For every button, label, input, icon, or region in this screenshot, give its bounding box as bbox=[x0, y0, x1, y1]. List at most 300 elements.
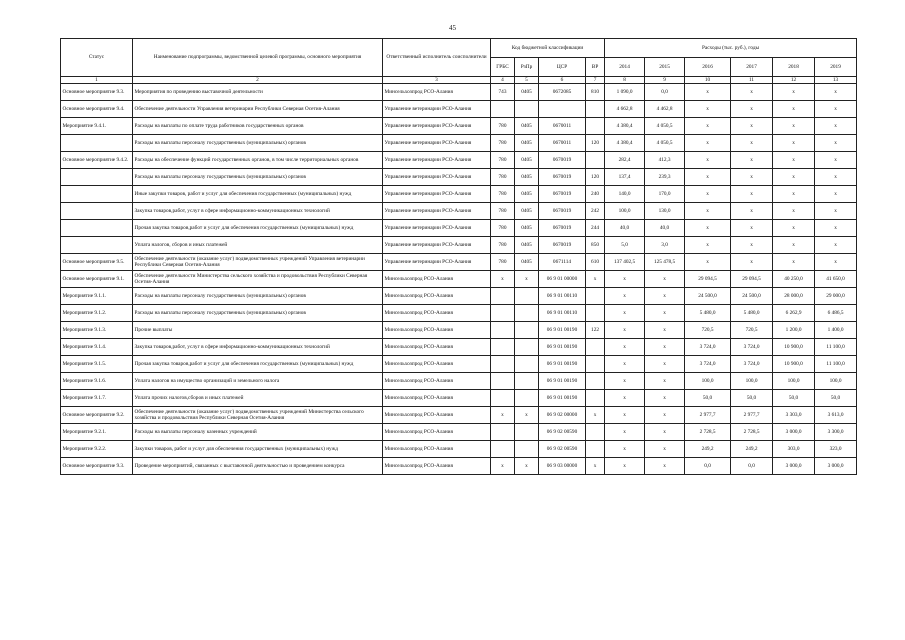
table-row bbox=[61, 288, 857, 305]
column-number: 8 bbox=[605, 77, 645, 84]
row-value-2018: 100,0 bbox=[773, 373, 815, 390]
row-code-vr bbox=[586, 305, 605, 322]
row-code-vr bbox=[586, 101, 605, 118]
row-value-2014: 5,0 bbox=[605, 237, 645, 254]
row-status bbox=[61, 135, 133, 152]
row-executor: Минсельхозпрод РСО-Алания bbox=[383, 356, 491, 373]
row-code-csr: 06 9 02 00590 bbox=[539, 441, 586, 458]
row-value-2014: 1 090,0 bbox=[605, 84, 645, 101]
row-value-2019: х bbox=[815, 169, 857, 186]
row-code-vr: 610 bbox=[586, 254, 605, 271]
table-row bbox=[61, 322, 857, 339]
header-year-2014: 2014 bbox=[605, 58, 645, 77]
row-value-2015: 130,0 bbox=[645, 203, 685, 220]
row-code-csr: 0670011 bbox=[539, 118, 586, 135]
row-code-csr: 0671114 bbox=[539, 254, 586, 271]
row-status bbox=[61, 237, 133, 254]
row-value-2015: х bbox=[645, 441, 685, 458]
row-name: Закупка товаров,работ, услуг в сфере информационно-коммуникационных технологий bbox=[133, 339, 383, 356]
row-value-2016: 5 480,0 bbox=[685, 305, 731, 322]
row-value-2014: х bbox=[605, 458, 645, 475]
row-status: Мероприятие 9.1.5. bbox=[61, 356, 133, 373]
row-executor: Минсельхозпрод РСО-Алания bbox=[383, 305, 491, 322]
row-value-2019: х bbox=[815, 254, 857, 271]
row-value-2016: х bbox=[685, 101, 731, 118]
row-value-2015: х bbox=[645, 458, 685, 475]
table-row bbox=[61, 373, 857, 390]
row-name: Закупка товаров,работ, услуг в сфере информационно-коммуникационных технологий bbox=[133, 203, 383, 220]
row-code-grbs: 780 bbox=[491, 237, 515, 254]
row-value-2015: х bbox=[645, 322, 685, 339]
row-status: Мероприятие 9.4.1. bbox=[61, 118, 133, 135]
row-value-2015: 3,0 bbox=[645, 237, 685, 254]
row-name: Обеспечение деятельности (оказание услуг) подведомственных учреждений Министерства сельского хозяйства и продовольствия Республики Северная Осетия-Алания bbox=[133, 407, 383, 424]
row-value-2016: х bbox=[685, 237, 731, 254]
row-value-2016: х bbox=[685, 254, 731, 271]
table-row bbox=[61, 305, 857, 322]
row-executor: Минсельхозпрод РСО-Алания bbox=[383, 458, 491, 475]
row-value-2017: 2 977,7 bbox=[731, 407, 773, 424]
row-code-rzpr: 0405 bbox=[515, 203, 539, 220]
row-value-2014: х bbox=[605, 407, 645, 424]
row-value-2015: х bbox=[645, 356, 685, 373]
row-code-csr: 06 9 01 00190 bbox=[539, 373, 586, 390]
row-value-2019: 11 100,0 bbox=[815, 356, 857, 373]
row-value-2016: 29 094,5 bbox=[685, 271, 731, 288]
row-status bbox=[61, 203, 133, 220]
row-status: Основное мероприятие 9.1. bbox=[61, 271, 133, 288]
row-name: Иные закупки товаров, работ и услуг для обеспечения государственных (муниципальных) нужд bbox=[133, 186, 383, 203]
page-number: 45 bbox=[449, 24, 456, 32]
table-row bbox=[61, 203, 857, 220]
row-value-2015: 0,0 bbox=[645, 84, 685, 101]
column-number: 11 bbox=[731, 77, 773, 84]
row-code-rzpr bbox=[515, 424, 539, 441]
header-year-2016: 2016 bbox=[685, 58, 731, 77]
row-code-rzpr: х bbox=[515, 271, 539, 288]
row-value-2017: 0,0 bbox=[731, 458, 773, 475]
row-value-2016: 249,2 bbox=[685, 441, 731, 458]
row-code-grbs: 780 bbox=[491, 254, 515, 271]
row-value-2018: 10 900,0 bbox=[773, 339, 815, 356]
row-executor: Минсельхозпрод РСО-Алания bbox=[383, 84, 491, 101]
table-row bbox=[61, 407, 857, 424]
row-code-rzpr: 0405 bbox=[515, 220, 539, 237]
row-value-2016: х bbox=[685, 152, 731, 169]
header-year-2018: 2018 bbox=[773, 58, 815, 77]
row-executor: Минсельхозпрод РСО-Алания bbox=[383, 339, 491, 356]
row-value-2019: х bbox=[815, 237, 857, 254]
row-value-2015: 4 050,5 bbox=[645, 118, 685, 135]
row-value-2014: 137 402,5 bbox=[605, 254, 645, 271]
column-number: 12 bbox=[773, 77, 815, 84]
row-name: Проведение мероприятий, связанных с выставочной деятельностью и проведением конкурса bbox=[133, 458, 383, 475]
row-code-vr bbox=[586, 152, 605, 169]
row-code-csr: 0672085 bbox=[539, 84, 586, 101]
row-status: Основное мероприятие 9.4. bbox=[61, 101, 133, 118]
row-executor: Управление ветеринарии РСО-Алания bbox=[383, 203, 491, 220]
row-value-2018: 6 262,9 bbox=[773, 305, 815, 322]
row-status: Мероприятие 9.2.1. bbox=[61, 424, 133, 441]
row-code-rzpr bbox=[515, 288, 539, 305]
row-value-2017: 249,2 bbox=[731, 441, 773, 458]
row-code-csr bbox=[539, 101, 586, 118]
column-number: 9 bbox=[645, 77, 685, 84]
row-status bbox=[61, 169, 133, 186]
row-status: Основное мероприятие 9.3. bbox=[61, 458, 133, 475]
row-executor: Минсельхозпрод РСО-Алания bbox=[383, 288, 491, 305]
row-value-2019: х bbox=[815, 135, 857, 152]
row-value-2015: х bbox=[645, 305, 685, 322]
row-value-2017: х bbox=[731, 220, 773, 237]
row-code-vr: 242 bbox=[586, 203, 605, 220]
column-number: 3 bbox=[383, 77, 491, 84]
row-value-2016: х bbox=[685, 84, 731, 101]
row-value-2018: 303,0 bbox=[773, 441, 815, 458]
row-value-2018: 50,0 bbox=[773, 390, 815, 407]
row-code-vr: 850 bbox=[586, 237, 605, 254]
row-name: Расходы на выплаты персоналу государственных (муниципальных) органов bbox=[133, 135, 383, 152]
row-executor: Управление ветеринарии РСО-Алания bbox=[383, 220, 491, 237]
row-code-grbs bbox=[491, 373, 515, 390]
row-value-2019: 11 100,0 bbox=[815, 339, 857, 356]
row-value-2014: х bbox=[605, 424, 645, 441]
header-code-rzpr: РзПр bbox=[515, 58, 539, 77]
row-executor: Управление ветеринарии РСО-Алания bbox=[383, 237, 491, 254]
row-value-2014: 100,0 bbox=[605, 203, 645, 220]
row-code-csr: 0670019 bbox=[539, 152, 586, 169]
row-value-2017: х bbox=[731, 203, 773, 220]
row-value-2017: х bbox=[731, 237, 773, 254]
row-value-2016: 24 500,0 bbox=[685, 288, 731, 305]
column-number: 6 bbox=[539, 77, 586, 84]
row-status: Мероприятие 9.1.3. bbox=[61, 322, 133, 339]
row-code-vr: х bbox=[586, 271, 605, 288]
row-code-rzpr bbox=[515, 339, 539, 356]
row-code-grbs: 780 bbox=[491, 186, 515, 203]
row-executor: Минсельхозпрод РСО-Алания bbox=[383, 390, 491, 407]
row-value-2014: х bbox=[605, 441, 645, 458]
header-code-vr: ВР bbox=[586, 58, 605, 77]
row-status: Основное мероприятие 9.5. bbox=[61, 254, 133, 271]
row-status: Основное мероприятие 9.2. bbox=[61, 407, 133, 424]
row-code-rzpr: 0405 bbox=[515, 152, 539, 169]
row-value-2016: 50,0 bbox=[685, 390, 731, 407]
row-executor: Управление ветеринарии РСО-Алания bbox=[383, 254, 491, 271]
column-number: 4 bbox=[491, 77, 515, 84]
row-value-2019: 41 650,0 bbox=[815, 271, 857, 288]
table-row bbox=[61, 424, 857, 441]
row-value-2019: 1 400,0 bbox=[815, 322, 857, 339]
row-value-2016: 100,0 bbox=[685, 373, 731, 390]
row-value-2014: 40,0 bbox=[605, 220, 645, 237]
row-value-2015: х bbox=[645, 288, 685, 305]
row-code-grbs bbox=[491, 305, 515, 322]
row-code-grbs: 780 bbox=[491, 152, 515, 169]
row-code-grbs bbox=[491, 322, 515, 339]
row-value-2014: х bbox=[605, 339, 645, 356]
header-expenses-group: Расходы (тыс. руб.), годы bbox=[605, 39, 857, 58]
header-name: Наименование подпрограммы, ведомственной целевой программы, основного мероприятия bbox=[133, 39, 383, 77]
row-value-2018: х bbox=[773, 152, 815, 169]
row-value-2014: х bbox=[605, 390, 645, 407]
row-code-rzpr bbox=[515, 101, 539, 118]
row-name: Обеспечение деятельности Министерства сельского хозяйства и продовольствия Республики Северная Осетия-Алания bbox=[133, 271, 383, 288]
row-value-2017: х bbox=[731, 169, 773, 186]
row-code-grbs bbox=[491, 424, 515, 441]
row-code-vr: 120 bbox=[586, 169, 605, 186]
header-year-2017: 2017 bbox=[731, 58, 773, 77]
row-value-2018: х bbox=[773, 101, 815, 118]
row-code-rzpr: 0405 bbox=[515, 135, 539, 152]
table-row bbox=[61, 169, 857, 186]
row-name: Мероприятия по проведению выставочной деятельности bbox=[133, 84, 383, 101]
row-value-2014: х bbox=[605, 271, 645, 288]
row-name: Расходы на обеспечение функций государственных органов, в том числе территориальных органов bbox=[133, 152, 383, 169]
row-value-2018: 10 900,0 bbox=[773, 356, 815, 373]
row-name: Расходы на выплаты по оплате труда работников государственных органов bbox=[133, 118, 383, 135]
row-status: Мероприятие 9.1.4. bbox=[61, 339, 133, 356]
row-code-grbs bbox=[491, 356, 515, 373]
row-value-2016: 3 724,0 bbox=[685, 339, 731, 356]
row-status: Мероприятие 9.1.6. bbox=[61, 373, 133, 390]
table-row bbox=[61, 254, 857, 271]
row-status: Мероприятие 9.1.7. bbox=[61, 390, 133, 407]
row-code-rzpr: 0405 bbox=[515, 118, 539, 135]
row-value-2015: х bbox=[645, 373, 685, 390]
row-executor: Минсельхозпрод РСО-Алания bbox=[383, 322, 491, 339]
column-number: 10 bbox=[685, 77, 731, 84]
row-code-grbs bbox=[491, 101, 515, 118]
row-name: Расходы на выплаты персоналу государственных (муниципальных) органов bbox=[133, 305, 383, 322]
row-code-rzpr: 0405 bbox=[515, 84, 539, 101]
row-value-2014: 4 380,4 bbox=[605, 118, 645, 135]
table-row bbox=[61, 135, 857, 152]
row-code-vr: 244 bbox=[586, 220, 605, 237]
row-value-2019: х bbox=[815, 118, 857, 135]
row-value-2017: х bbox=[731, 118, 773, 135]
row-name: Расходы на выплаты персоналу государственных (муниципальных) органов bbox=[133, 169, 383, 186]
row-value-2019: х bbox=[815, 220, 857, 237]
row-code-csr: 06 9 03 00000 bbox=[539, 458, 586, 475]
row-value-2014: 4 662,8 bbox=[605, 101, 645, 118]
row-value-2014: 137,4 bbox=[605, 169, 645, 186]
row-value-2015: 40,0 bbox=[645, 220, 685, 237]
row-value-2016: х bbox=[685, 169, 731, 186]
row-code-csr: 0670019 bbox=[539, 220, 586, 237]
row-code-csr: 0670019 bbox=[539, 203, 586, 220]
row-value-2018: х bbox=[773, 118, 815, 135]
row-code-vr bbox=[586, 339, 605, 356]
row-value-2015: х bbox=[645, 424, 685, 441]
row-value-2014: х bbox=[605, 305, 645, 322]
row-value-2018: 28 000,0 bbox=[773, 288, 815, 305]
row-code-rzpr bbox=[515, 322, 539, 339]
row-value-2014: х bbox=[605, 373, 645, 390]
row-executor: Управление ветеринарии РСО-Алания bbox=[383, 101, 491, 118]
row-name: Уплата налогов на имущество организаций и земельного налога bbox=[133, 373, 383, 390]
row-value-2019: 323,0 bbox=[815, 441, 857, 458]
row-code-csr: 06 9 01 00190 bbox=[539, 339, 586, 356]
row-code-rzpr: х bbox=[515, 458, 539, 475]
row-code-grbs bbox=[491, 339, 515, 356]
row-value-2018: х bbox=[773, 220, 815, 237]
row-code-vr: 122 bbox=[586, 322, 605, 339]
table-row bbox=[61, 84, 857, 101]
row-value-2018: 3 000,0 bbox=[773, 424, 815, 441]
column-number: 5 bbox=[515, 77, 539, 84]
row-code-vr: 120 bbox=[586, 135, 605, 152]
row-value-2016: 0,0 bbox=[685, 458, 731, 475]
row-name: Прочая закупка товаров,работ и услуг для обеспечения государственных (муниципальных) нужд bbox=[133, 356, 383, 373]
row-code-vr bbox=[586, 441, 605, 458]
row-value-2017: 29 094,5 bbox=[731, 271, 773, 288]
row-value-2019: х bbox=[815, 186, 857, 203]
row-status: Мероприятие 9.1.2. bbox=[61, 305, 133, 322]
row-value-2016: х bbox=[685, 118, 731, 135]
table-row bbox=[61, 237, 857, 254]
row-value-2016: х bbox=[685, 186, 731, 203]
row-value-2019: х bbox=[815, 84, 857, 101]
table-row bbox=[61, 186, 857, 203]
row-code-rzpr: 0405 bbox=[515, 254, 539, 271]
row-executor: Управление ветеринарии РСО-Алания bbox=[383, 186, 491, 203]
row-value-2018: х bbox=[773, 186, 815, 203]
row-value-2018: х bbox=[773, 84, 815, 101]
row-executor: Минсельхозпрод РСО-Алания bbox=[383, 441, 491, 458]
row-value-2015: 170,0 bbox=[645, 186, 685, 203]
row-code-vr bbox=[586, 373, 605, 390]
row-code-grbs bbox=[491, 288, 515, 305]
row-value-2019: х bbox=[815, 203, 857, 220]
row-value-2017: х bbox=[731, 254, 773, 271]
table-row bbox=[61, 390, 857, 407]
row-status: Мероприятие 9.2.2. bbox=[61, 441, 133, 458]
row-code-rzpr bbox=[515, 390, 539, 407]
row-value-2015: 412,3 bbox=[645, 152, 685, 169]
row-code-csr: 06 9 02 00590 bbox=[539, 424, 586, 441]
row-value-2018: 40 250,0 bbox=[773, 271, 815, 288]
header-year-2015: 2015 bbox=[645, 58, 685, 77]
header-year-2019: 2019 bbox=[815, 58, 857, 77]
row-name: Закупки товаров, работ и услуг для обеспечения государственных (муниципальных) нужд bbox=[133, 441, 383, 458]
row-status bbox=[61, 186, 133, 203]
row-value-2017: х bbox=[731, 84, 773, 101]
row-code-rzpr: 0405 bbox=[515, 169, 539, 186]
row-value-2017: 5 480,0 bbox=[731, 305, 773, 322]
header-executor: Ответственный исполнитель соисполнители bbox=[383, 39, 491, 77]
row-value-2017: 3 724,0 bbox=[731, 356, 773, 373]
row-value-2019: 3 613,0 bbox=[815, 407, 857, 424]
row-code-csr: 0670019 bbox=[539, 186, 586, 203]
row-value-2018: х bbox=[773, 254, 815, 271]
row-code-vr bbox=[586, 288, 605, 305]
row-value-2016: 3 724,0 bbox=[685, 356, 731, 373]
row-value-2016: 720,5 bbox=[685, 322, 731, 339]
row-executor: Минсельхозпрод РСО-Алания bbox=[383, 271, 491, 288]
row-executor: Управление ветеринарии РСО-Алания bbox=[383, 169, 491, 186]
row-value-2017: 100,0 bbox=[731, 373, 773, 390]
row-value-2017: х bbox=[731, 186, 773, 203]
row-value-2015: 125 478,5 bbox=[645, 254, 685, 271]
row-code-grbs: 780 bbox=[491, 135, 515, 152]
row-code-grbs: 743 bbox=[491, 84, 515, 101]
row-name: Обеспечение деятельности (оказание услуг) подведомственных учреждений Управления ветеринарии Республики Северная Осетия-Алания bbox=[133, 254, 383, 271]
row-code-grbs: 780 bbox=[491, 169, 515, 186]
row-code-csr: 0670011 bbox=[539, 135, 586, 152]
row-value-2017: х bbox=[731, 101, 773, 118]
row-value-2018: 3 303,0 bbox=[773, 407, 815, 424]
row-code-vr: 240 bbox=[586, 186, 605, 203]
row-code-vr bbox=[586, 390, 605, 407]
row-value-2017: 3 724,0 bbox=[731, 339, 773, 356]
row-value-2016: 2 977,7 bbox=[685, 407, 731, 424]
row-value-2018: х bbox=[773, 203, 815, 220]
row-code-csr: 0670019 bbox=[539, 169, 586, 186]
row-value-2015: х bbox=[645, 271, 685, 288]
row-value-2014: 282,4 bbox=[605, 152, 645, 169]
row-code-csr: 06 9 02 00000 bbox=[539, 407, 586, 424]
row-executor: Управление ветеринарии РСО-Алания bbox=[383, 152, 491, 169]
row-code-grbs bbox=[491, 390, 515, 407]
row-value-2019: 50,0 bbox=[815, 390, 857, 407]
row-code-csr: 06 9 01 00110 bbox=[539, 288, 586, 305]
row-name: Расходы на выплаты персоналу казенных учреждений bbox=[133, 424, 383, 441]
row-value-2015: 4 462,8 bbox=[645, 101, 685, 118]
table-row bbox=[61, 271, 857, 288]
row-value-2017: 2 728,5 bbox=[731, 424, 773, 441]
row-executor: Минсельхозпрод РСО-Алания bbox=[383, 407, 491, 424]
row-name: Расходы на выплаты персоналу государственных (муниципальных) органов bbox=[133, 288, 383, 305]
row-value-2019: 100,0 bbox=[815, 373, 857, 390]
row-code-grbs: х bbox=[491, 271, 515, 288]
row-code-rzpr bbox=[515, 356, 539, 373]
row-executor: Минсельхозпрод РСО-Алания bbox=[383, 373, 491, 390]
row-value-2018: 1 200,0 bbox=[773, 322, 815, 339]
row-code-rzpr bbox=[515, 373, 539, 390]
table-row bbox=[61, 152, 857, 169]
row-status: Мероприятие 9.1.1. bbox=[61, 288, 133, 305]
row-code-grbs: х bbox=[491, 458, 515, 475]
budget-table bbox=[60, 38, 857, 475]
row-value-2016: 2 728,5 bbox=[685, 424, 731, 441]
header-status: Статус bbox=[61, 39, 133, 77]
row-value-2016: х bbox=[685, 220, 731, 237]
table-row bbox=[61, 458, 857, 475]
row-value-2017: 720,5 bbox=[731, 322, 773, 339]
row-value-2014: х bbox=[605, 322, 645, 339]
row-value-2019: х bbox=[815, 152, 857, 169]
column-number: 1 bbox=[61, 77, 133, 84]
row-executor: Управление ветеринарии РСО-Алания bbox=[383, 118, 491, 135]
row-value-2019: 6 486,5 bbox=[815, 305, 857, 322]
row-code-vr bbox=[586, 424, 605, 441]
row-code-csr: 06 9 01 00110 bbox=[539, 305, 586, 322]
row-code-rzpr bbox=[515, 441, 539, 458]
row-value-2019: 3 000,0 bbox=[815, 458, 857, 475]
row-code-rzpr: х bbox=[515, 407, 539, 424]
row-executor: Управление ветеринарии РСО-Алания bbox=[383, 135, 491, 152]
row-code-vr bbox=[586, 118, 605, 135]
row-code-vr: х bbox=[586, 458, 605, 475]
row-value-2015: 239,3 bbox=[645, 169, 685, 186]
row-value-2019: 29 000,0 bbox=[815, 288, 857, 305]
row-code-rzpr bbox=[515, 305, 539, 322]
row-code-grbs: 780 bbox=[491, 203, 515, 220]
row-code-vr: 810 bbox=[586, 84, 605, 101]
column-number-row bbox=[61, 77, 857, 84]
row-status bbox=[61, 220, 133, 237]
